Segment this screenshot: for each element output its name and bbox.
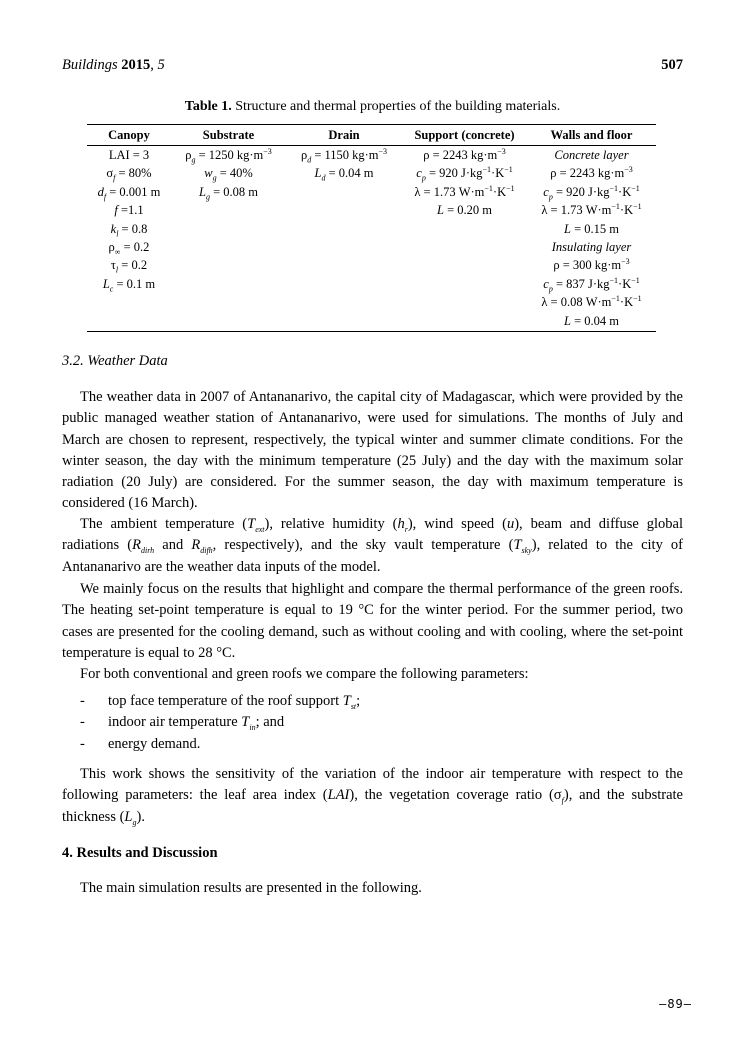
table-cell [402,293,527,311]
table-cell: $\rho_\infty = 0.2$ [108,240,150,257]
journal-year: 2015 [121,57,151,73]
table-cell: $\sigma_f = 80\%$ [106,166,152,183]
table-cell [87,293,171,311]
table-cell [286,201,402,219]
table-row [87,183,656,201]
list-item: - top face temperature of the roof support $T_{st}$; [80,693,361,711]
table-cell [402,275,527,293]
table-cell: $k_l = 0.8$ [110,221,148,239]
table-caption-label: Table 1. [184,99,232,114]
list-item: - indoor air temperature $T_{in}$; and [80,714,285,733]
table-cell [286,312,402,332]
table-row [87,238,656,256]
table-cell: $w_g = 40\%$ [204,166,253,183]
table-cell: L = 0.04 m [564,313,619,328]
table-cell: ρ = 2243 $kg\cdot m^{-3}$ [423,146,506,162]
table-cell: ρ = 2243 $kg\cdot m^{-3}$ [550,165,633,181]
list-item: - energy demand. [80,735,201,752]
table-row [87,275,656,293]
table-cell [402,238,527,256]
paragraph: The ambient temperature $(T_{ext})$, relative humidity $(h_r)$, wind speed (u), beam and diffuse global radiations ($R_{dirh}$ and $R_{difh}$, respectively), and the sky vault temperature $(T_{sky})$, related to the city of Antananarivo are the weather data inputs of the model. [62,516,684,575]
table-cell: LAI = 3 [108,148,150,162]
section-heading-results: 4. Results and Discussion [62,845,218,861]
table-cell [171,293,286,311]
table-cell: $L_g = 0.08$ m [199,184,258,202]
table-cell: $\rho_g = 1250$ $kg\cdot m^{-3}$ [185,146,272,165]
paragraph: For both conventional and green roofs we compare the following parameters: [80,666,529,682]
table-cell: $c_p = 920$ $J\cdot kg^{-1}\cdot K^{-1}$ [416,165,513,183]
table-cell [171,256,286,274]
table-cell [286,220,402,238]
table-cell: Insulating layer [551,240,632,255]
paragraph: This work shows the sensitivity of the variation of the indoor air temperature with respect to the following parameters: the leaf area index (LAI), the vegetation coverage ratio $(\sigma_f)$, and the substrate thickness $(L_g)$. [62,766,683,827]
col-support: Support (concrete) [402,125,527,146]
table-cell [402,312,527,332]
col-canopy: Canopy [87,125,171,146]
table-cell: λ = 0.08 $W\cdot m^{-1}\cdot K^{-1}$ [541,294,642,310]
table-cell: Concrete layer [554,148,629,162]
journal-name: Buildings [62,57,118,73]
materials-table [87,124,656,332]
parameter-list [62,691,360,755]
table-cell: $c_p = 837$ $J\cdot kg^{-1}\cdot K^{-1}$ [543,275,640,294]
table-cell [87,312,171,332]
col-substrate: Substrate [171,125,286,146]
table-cell [286,183,402,201]
list-item-text: energy demand. [108,735,201,752]
table-cell: ρ = 300 $kg\cdot m^{-3}$ [553,257,630,273]
running-header: Buildings 2015, 5 [62,57,165,73]
table-cell [402,220,527,238]
table-cell [171,220,286,238]
journal-volume: 5 [157,57,165,73]
table-cell [171,238,286,256]
table-cell: L = 0.20 m [437,203,492,218]
footer-page-number: –89– [659,997,692,1011]
table-cell: L = 0.15 m [564,221,619,236]
paragraph: The weather data in 2007 of Antananarivo, the capital city of Madagascar, which were provided by the public managed weather station of Antananarivo, were used for simulations. The months of July and March are chosen to represent, respectively, the typical winter and summer climate conditions. For the winter season, the day with the minimum temperature (25 July) and the day with the maximum solar radiation (20 July) are considered. For the summer season, the day with maximum temperature is considered (16 March). [62,389,683,512]
paragraph: We mainly focus on the results that highlight and compare the thermal performance of the green roofs. The heating set-point temperature is equal to 19 °C for the winter period. For the summer period, two cases are presented for the cooling demand, such as without cooling and with cooling, where the set-point temperature is equal to 28 °C. [62,581,683,661]
table-cell: $c_p = 920$ $J\cdot kg^{-1}\cdot K^{-1}$ [543,183,640,202]
table-cell [171,201,286,219]
table-cell [286,293,402,311]
page-number-header: 507 [661,57,683,73]
table-row [87,256,656,274]
table-caption [0,99,745,115]
table-cell: $L_c = 0.1$ m [102,276,156,294]
table-cell: f =1.1 [114,203,144,218]
table-row [87,293,656,311]
table-row [87,201,656,219]
col-walls-floor: Walls and floor [527,125,656,146]
table-cell: $d_f = 0.001$ m [97,184,161,202]
table-cell [402,256,527,274]
section-heading-weather: 3.2. Weather Data [62,353,168,369]
table-cell [286,275,402,293]
table-row [87,312,656,332]
table-cell: λ = 1.73 $W\cdot m^{-1}\cdot K^{-1}$ [414,183,515,199]
table-cell: $\tau_l = 0.2$ [110,258,148,275]
table-row [87,220,656,238]
table-caption-text: Structure and thermal properties of the building materials. [235,99,561,114]
table-row [87,146,656,165]
paragraph: The main simulation results are presented in the following. [80,880,422,896]
col-drain: Drain [286,125,402,146]
table-cell [171,312,286,332]
table-cell: $\rho_d = 1150$ $kg\cdot m^{-3}$ [300,146,388,165]
table-header-row [87,125,656,146]
table-cell [286,256,402,274]
table-cell [286,238,402,256]
table-cell: $L_d = 0.04$ m [314,166,374,183]
table-row [87,164,656,182]
table-cell [171,275,286,293]
table-cell: λ = 1.73 $W\cdot m^{-1}\cdot K^{-1}$ [541,202,642,218]
